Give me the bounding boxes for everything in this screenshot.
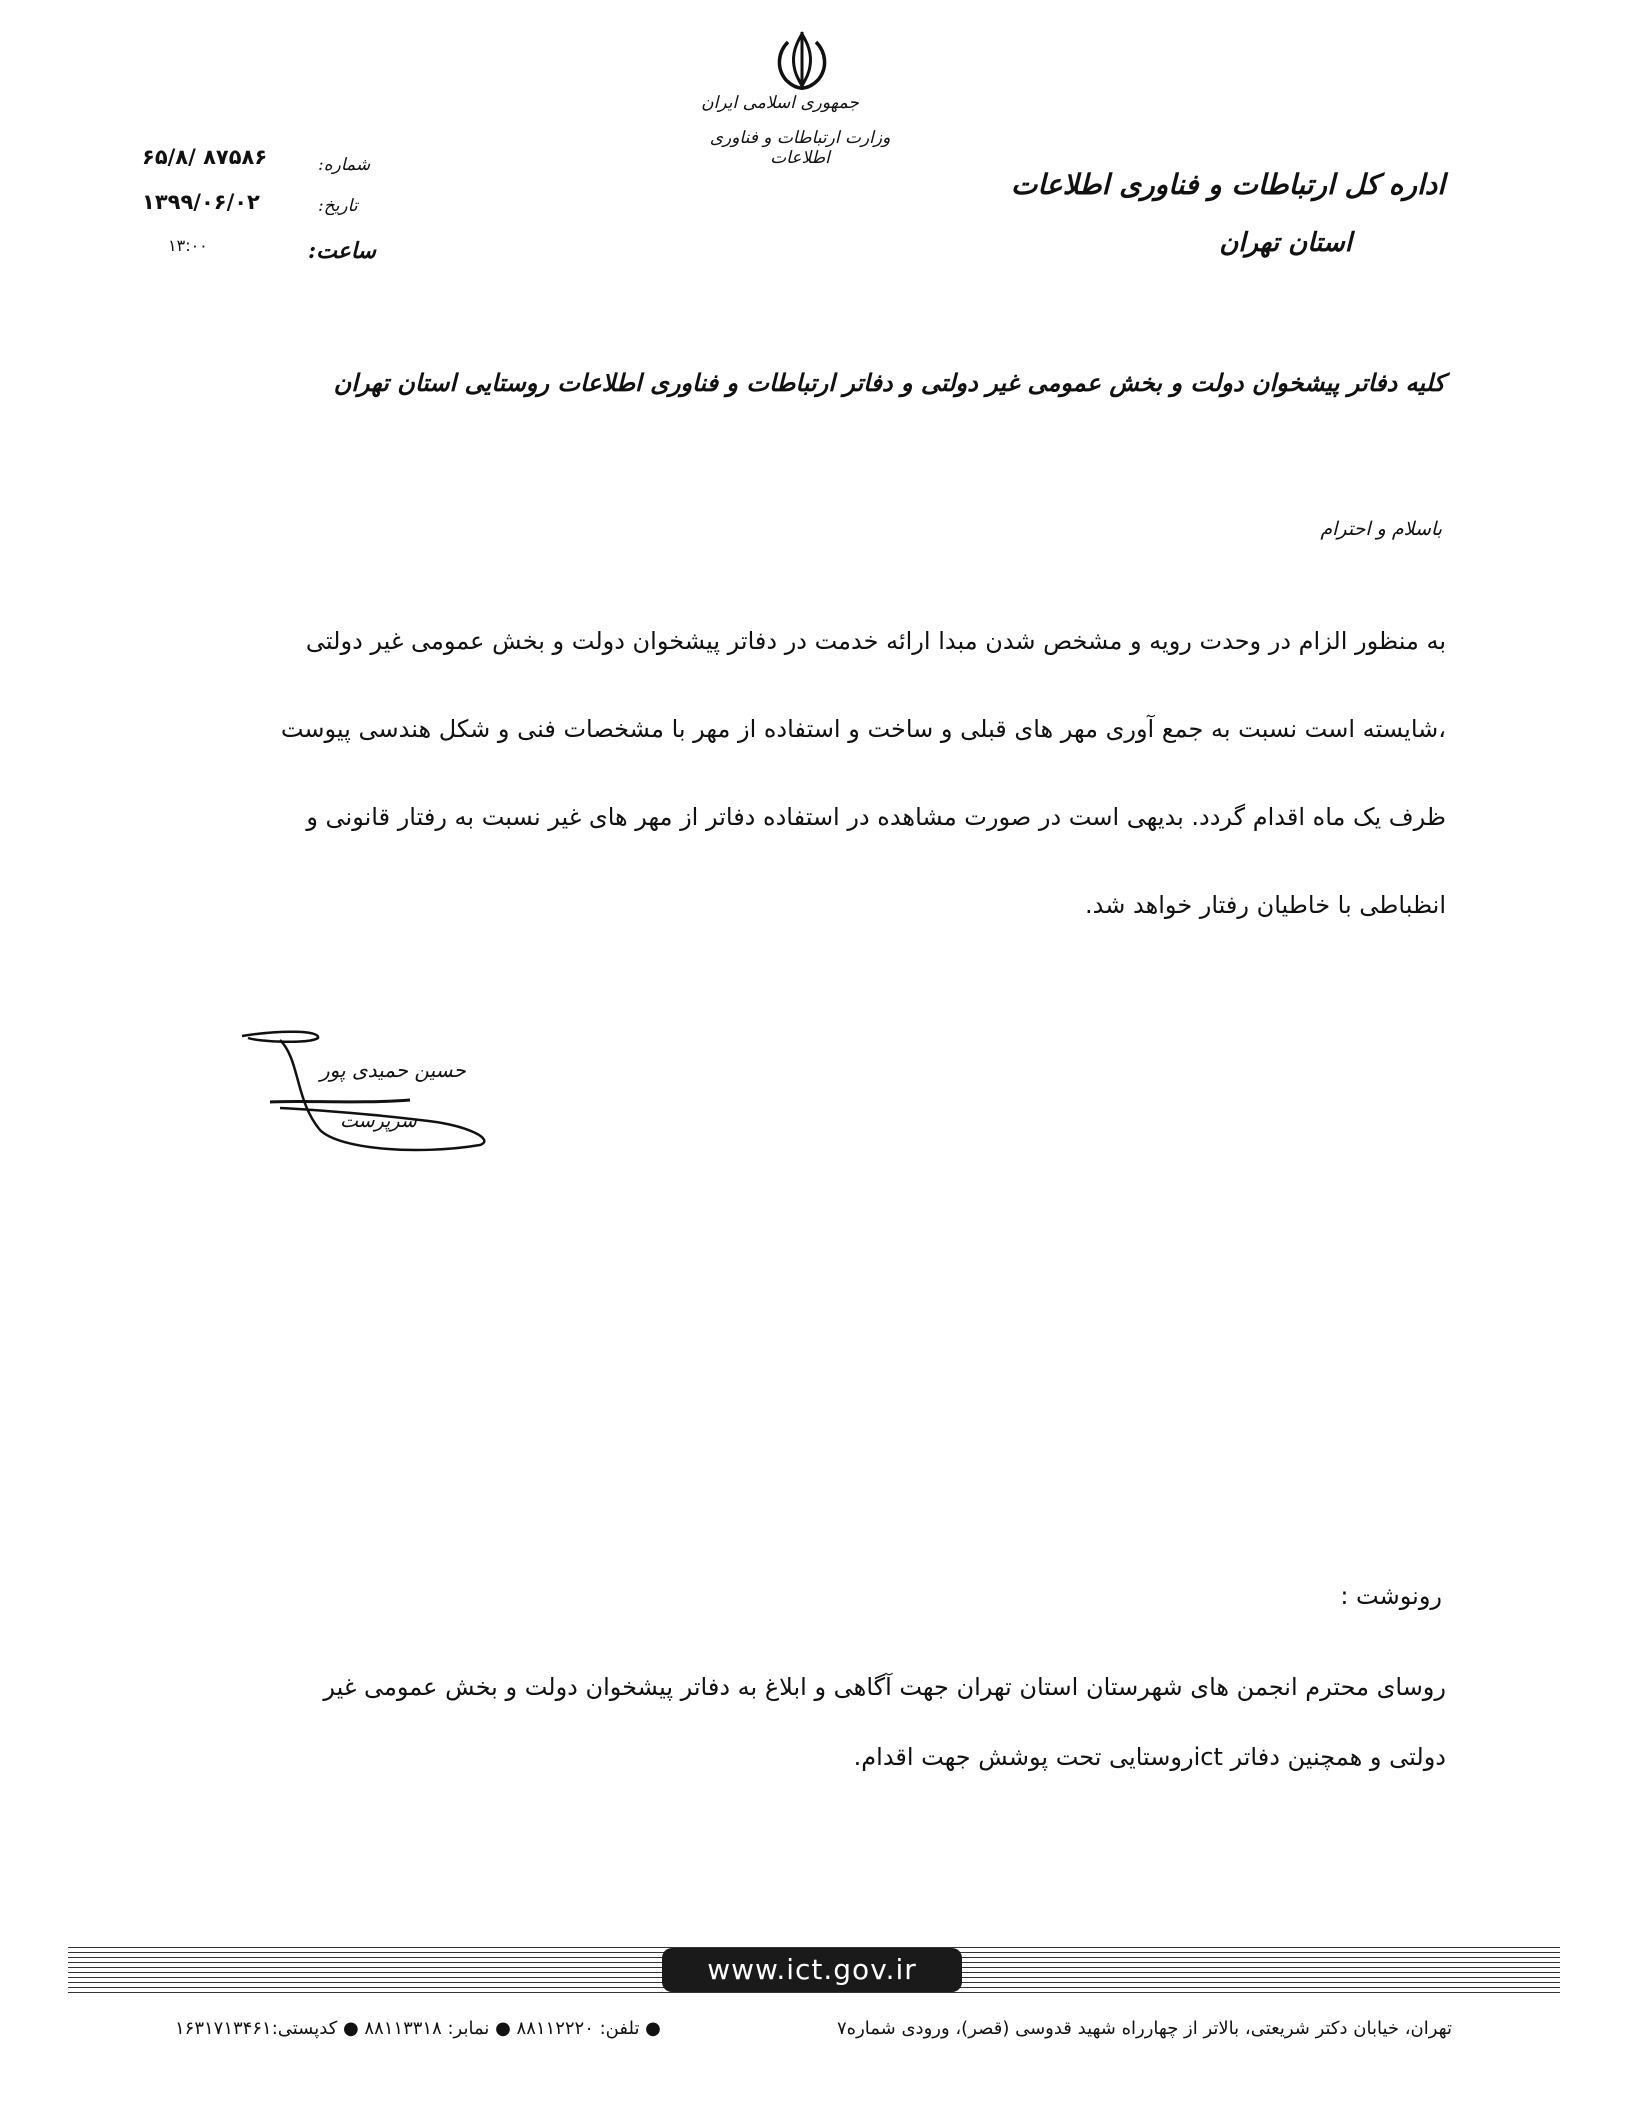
date-label: تاریخ: (318, 196, 358, 216)
website-link[interactable]: www.ict.gov.ir (662, 1948, 962, 1992)
letter-body (246, 597, 1446, 949)
republic-title: جمهوری اسلامی ایران (701, 93, 859, 113)
recipient-line: کلیه دفاتر پیشخوان دولت و بخش عمومی غیر دولتی و دفاتر ارتباطات و فناوری اطلاعات روستایی استان تهران (333, 368, 1445, 397)
handwritten-signature (240, 1030, 500, 1160)
body-line: به منظور الزام در وحدت رویه و مشخص شدن مبدا ارائه خدمت در دفاتر پیشخوان دولت و بخش عمومی غیر دولتی (305, 627, 1446, 655)
letter-time: ۱۳:۰۰ (168, 236, 208, 255)
copy-body (246, 1652, 1446, 1792)
greeting: باسلام و احترام (1320, 518, 1442, 540)
signer-name: حسین حمیدی پور (320, 1058, 466, 1082)
signer-title: سرپرست (340, 1110, 417, 1132)
footer-contacts: ● تلفن: ۸۸۱۱۲۲۲۰ ● نمابر: ۸۸۱۱۳۳۱۸ ● کدپستی:۱۶۳۱۷۱۳۴۶۱ (175, 2018, 661, 2039)
copy-title: رونوشت : (1340, 1582, 1442, 1610)
iran-emblem-icon (770, 30, 834, 92)
body-line: ظرف یک ماه اقدام گردد. بدیهی است در صورت مشاهده در استفاده دفاتر از مهر های غیر نسبت به رفتار قانونی و (306, 803, 1446, 831)
organization-name: اداره کل ارتباطات و فناوری اطلاعات (1011, 168, 1445, 201)
footer-address: تهران، خیابان دکتر شریعتی، بالاتر از چهارراه شهید قدوسی (قصر)، ورودی شماره۷ (836, 2018, 1452, 2039)
ministry-title: وزارت ارتباطات و فناوری اطلاعات (709, 128, 891, 168)
organization-province: استان تهران (1219, 228, 1352, 258)
letter-number: ۶۵/۸/ ۸۷۵۸۶ (142, 145, 268, 169)
time-label: ساعت: (308, 238, 376, 264)
copy-line: دولتی و همچنین دفاتر ictروستایی تحت پوشش جهت اقدام. (853, 1743, 1446, 1771)
number-label: شماره: (318, 155, 371, 175)
letter-date: ۱۳۹۹/۰۶/۰۲ (142, 190, 260, 214)
copy-line: روسای محترم انجمن های شهرستان استان تهران جهت آگاهی و ابلاغ به دفاتر پیشخوان دولت و بخش عمومی غیر (323, 1673, 1446, 1701)
body-line: انظباطی با خاطیان رفتار خواهد شد. (1085, 891, 1446, 919)
body-line: ،شایسته است نسبت به جمع آوری مهر های قبلی و ساخت و استفاده از مهر با مشخصات فنی و شکل هندسی پیوست (280, 715, 1446, 743)
